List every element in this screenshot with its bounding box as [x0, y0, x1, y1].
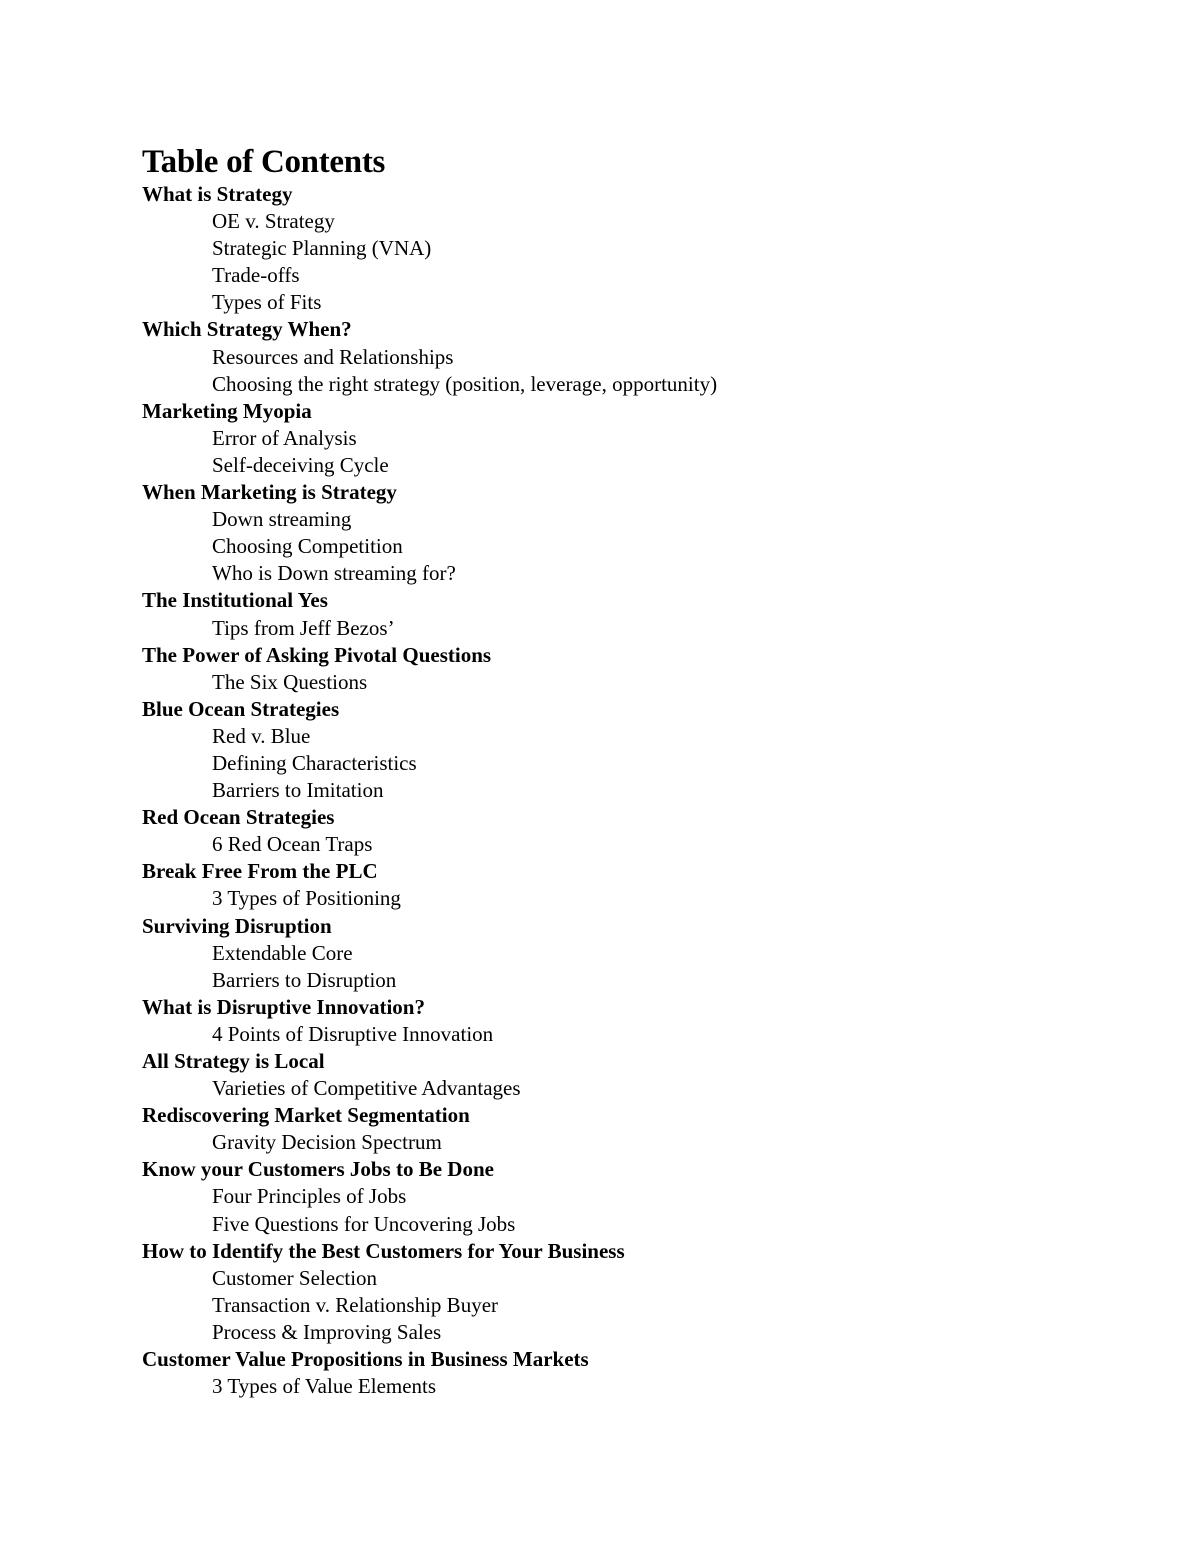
toc-list [142, 181, 1142, 1400]
toc-subsection-list [142, 831, 1142, 858]
toc-section [142, 479, 1142, 587]
toc-subsection-item: Error of Analysis [212, 425, 357, 450]
page-title: Table of Contents [142, 144, 386, 180]
toc-section-title: What is Strategy [142, 182, 293, 206]
toc-subsection-list [142, 425, 1142, 479]
toc-section [142, 696, 1142, 804]
toc-section-title: All Strategy is Local [142, 1049, 325, 1073]
toc-subsection-list [142, 208, 1142, 316]
toc-subsection-item: Five Questions for Uncovering Jobs [212, 1211, 516, 1236]
toc-section [142, 1102, 1142, 1156]
toc-subsection-list [142, 940, 1142, 994]
toc-subsection-item: Four Principles of Jobs [212, 1184, 407, 1209]
toc-subsection-list [142, 1265, 1142, 1346]
toc-section [142, 858, 1142, 912]
toc-section [142, 642, 1142, 696]
toc-section [142, 316, 1142, 397]
toc-subsection-item: Process & Improving Sales [212, 1319, 442, 1344]
toc-section [142, 1346, 1142, 1400]
toc-subsection-item: Barriers to Disruption [212, 967, 397, 992]
toc-subsection-item: Choosing Competition [212, 534, 403, 559]
toc-section-title: Marketing Myopia [142, 398, 312, 423]
toc-subsection-list [142, 1021, 1142, 1048]
toc-subsection-item: Barriers to Imitation [212, 778, 384, 803]
toc-section [142, 181, 1142, 316]
toc-subsection-list [142, 723, 1142, 804]
toc-section-title: Rediscovering Market Segmentation [142, 1103, 470, 1128]
toc-subsection-item: Gravity Decision Spectrum [212, 1130, 442, 1155]
toc-subsection-item: 3 Types of Positioning [212, 886, 401, 911]
toc-section [142, 913, 1142, 994]
toc-subsection-list [142, 885, 1142, 912]
toc-subsection-item: 3 Types of Value Elements [212, 1374, 437, 1399]
toc-section-title: How to Identify the Best Customers for Your Business [142, 1238, 625, 1263]
toc-subsection-item: Choosing the right strategy (position, leverage, opportunity) [212, 371, 718, 396]
toc-section [142, 398, 1142, 479]
toc-subsection-list [142, 1183, 1142, 1237]
toc-section-title: What is Disruptive Innovation? [142, 994, 425, 1019]
toc-section-title: Surviving Disruption [142, 913, 332, 938]
toc-subsection-list [142, 1373, 1142, 1400]
toc-section [142, 1048, 1142, 1102]
toc-section [142, 1156, 1142, 1237]
toc-section-title: The Power of Asking Pivotal Questions [142, 642, 492, 667]
toc-subsection-item: Transaction v. Relationship Buyer [212, 1292, 499, 1317]
toc-subsection-item: Extendable Core [212, 940, 353, 965]
toc-subsection-list [142, 615, 1142, 642]
toc-section [142, 587, 1142, 641]
toc-subsection-item: Self-deceiving Cycle [212, 452, 389, 477]
toc-subsection-list [142, 1075, 1142, 1102]
toc-subsection-item: 4 Points of Disruptive Innovation [212, 1021, 494, 1046]
toc-subsection-item: Defining Characteristics [212, 750, 417, 775]
toc-section-title: Red Ocean Strategies [142, 805, 335, 830]
toc-section [142, 804, 1142, 858]
toc-section-title: Customer Value Propositions in Business Markets [142, 1347, 589, 1372]
toc-subsection-item: Resources and Relationships [212, 344, 454, 369]
toc-subsection-item: Trade-offs [212, 263, 300, 288]
toc-subsection-item: Varieties of Competitive Advantages [212, 1076, 521, 1101]
toc-subsection-list [142, 344, 1142, 398]
toc-section [142, 1238, 1142, 1346]
toc-subsection-item: Who is Down streaming for? [212, 561, 456, 586]
toc-subsection-item: Tips from Jeff Bezos’ [212, 615, 395, 640]
toc-section-title: The Institutional Yes [142, 588, 328, 613]
toc-subsection-item: Types of Fits [212, 290, 322, 315]
toc-section-title: When Marketing is Strategy [142, 480, 397, 505]
toc-section [142, 994, 1142, 1048]
toc-subsection-item: Red v. Blue [212, 723, 311, 748]
toc-subsection-item: Strategic Planning (VNA) [212, 236, 432, 261]
toc-subsection-item: Down streaming [212, 507, 352, 532]
toc-section-title: Which Strategy When? [142, 317, 352, 342]
toc-subsection-item: Customer Selection [212, 1265, 378, 1290]
toc-section-title: Break Free From the PLC [142, 859, 378, 884]
toc-subsection-list [142, 506, 1142, 587]
toc-subsection-list [142, 669, 1142, 696]
toc-subsection-item: 6 Red Ocean Traps [212, 832, 373, 857]
toc-section-title: Know your Customers Jobs to Be Done [142, 1157, 494, 1182]
document-page [142, 143, 1142, 1400]
toc-subsection-item: The Six Questions [212, 669, 368, 694]
toc-subsection-item: OE v. Strategy [212, 209, 335, 234]
toc-section-title: Blue Ocean Strategies [142, 696, 340, 721]
toc-subsection-list [142, 1129, 1142, 1156]
